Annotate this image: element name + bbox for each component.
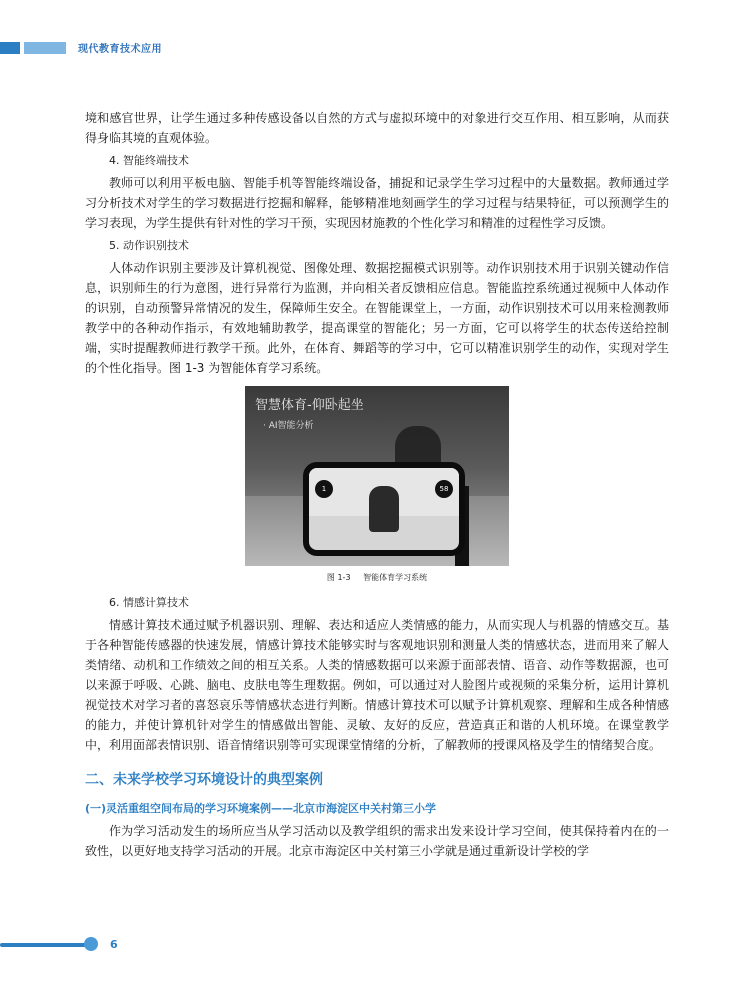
subheading: 6. 情感计算技术 — [109, 596, 189, 609]
footer-accent-line — [0, 943, 88, 947]
case-title: (一)灵活重组空间布局的学习环境案例——北京市海淀区中关村第三小学 — [85, 802, 437, 815]
subheading: 4. 智能终端技术 — [109, 154, 189, 167]
paragraph: 境和感官世界，让学生通过多种传感设备以自然的方式与虚拟环境中的对象进行交互作用、相互影响，从而获得身临其境的直观体验。 — [85, 111, 669, 145]
figure-overlay-title: 智慧体育-仰卧起坐 — [255, 398, 364, 413]
paragraph: 情感计算技术通过赋予机器识别、理解、表达和适应人类情感的能力，从而实现人与机器的情感交互。基于各种智能传感器的快速发展，情感计算技术能够实时与客观地识别和测量人类的情感状态，进而用来了解人类情绪、动机和工作绩效之间的相互关系。人类的情感数据可以来源于面部表情、语音、动作等数据源，也可以来源于呼吸、心跳、脑电、皮肤电等生理数据。例如，可以通过对人脸图片或视频的采集分析，运用计算机视觉技术对学习者的喜怒哀乐等情感状态进行判断。情感计算技术可以赋予计算机观察、理解和生成各种情感的能力，并使计算机针对学生的情感做出智能、灵敏、友好的反应，营造真正和谐的人机环境。在课堂教学中，利用面部表情识别、语音情绪识别等可实现课堂情绪的分析，了解教师的授课风格及学生的情绪契合度。 — [85, 618, 669, 752]
paragraph: 教师可以利用平板电脑、智能手机等智能终端设备，捕捉和记录学生学习过程中的大量数据。教师通过学习分析技术对学生的学习数据进行挖掘和解释，能够精准地刻画学生的学习过程与结果特征，可以预测学生的学习表现，为学生提供有针对性的学习干预，实现因材施教的个性化学习和精准的过程性学习反馈。 — [85, 176, 669, 230]
header-accent-bar-light — [24, 42, 66, 54]
figure-caption-text: 智能体育学习系统 — [363, 573, 428, 582]
paragraph: 作为学习活动发生的场所应当从学习活动以及教学组织的需求出发来设计学习空间，使其保持着内在的一致性，以更好地支持学习活动的开展。北京市海淀区中关村第三小学就是通过重新设计学校的学 — [85, 824, 669, 858]
footer-accent-dot — [84, 937, 98, 951]
running-header-title: 现代教育技术应用 — [78, 44, 162, 55]
smart-pe-system-photo — [245, 386, 509, 566]
page-body — [85, 108, 669, 861]
figure-number: 图 1-3 — [326, 573, 351, 582]
smartphone-screen — [303, 462, 465, 556]
figure-caption — [85, 572, 669, 583]
paragraph: 人体动作识别主要涉及计算机视觉、图像处理、数据挖掘模式识别等。动作识别技术用于识别关键动作信息，识别师生的行为意图，进行异常行为监测，并向相关者反馈相应信息。智能监控系统通过视频中人体动作的识别，自动预警异常情况的发生，保障师生安全。在智能课堂上，一方面，动作识别技术可以用来检测教师教学中的各种动作指示，有效地辅助教学，提高课堂的智能化；另一方面，它可以将学生的状态传送给控制端，实时提醒教师进行教学干预。此外，在体育、舞蹈等的学习中，它可以精准识别学生的动作，实现对学生的个性化指导。图 1-3 为智能体育学习系统。 — [85, 261, 669, 375]
section-title: 二、未来学校学习环境设计的典型案例 — [85, 772, 323, 788]
page-number: 6 — [110, 938, 118, 951]
counter-badge-right: 58 — [435, 480, 453, 498]
counter-badge-left: 1 — [315, 480, 333, 498]
header-accent-bar — [0, 42, 20, 54]
figure-overlay-subtitle: · AI智能分析 — [263, 421, 314, 431]
student-situp — [369, 486, 399, 532]
subheading: 5. 动作识别技术 — [109, 239, 189, 252]
